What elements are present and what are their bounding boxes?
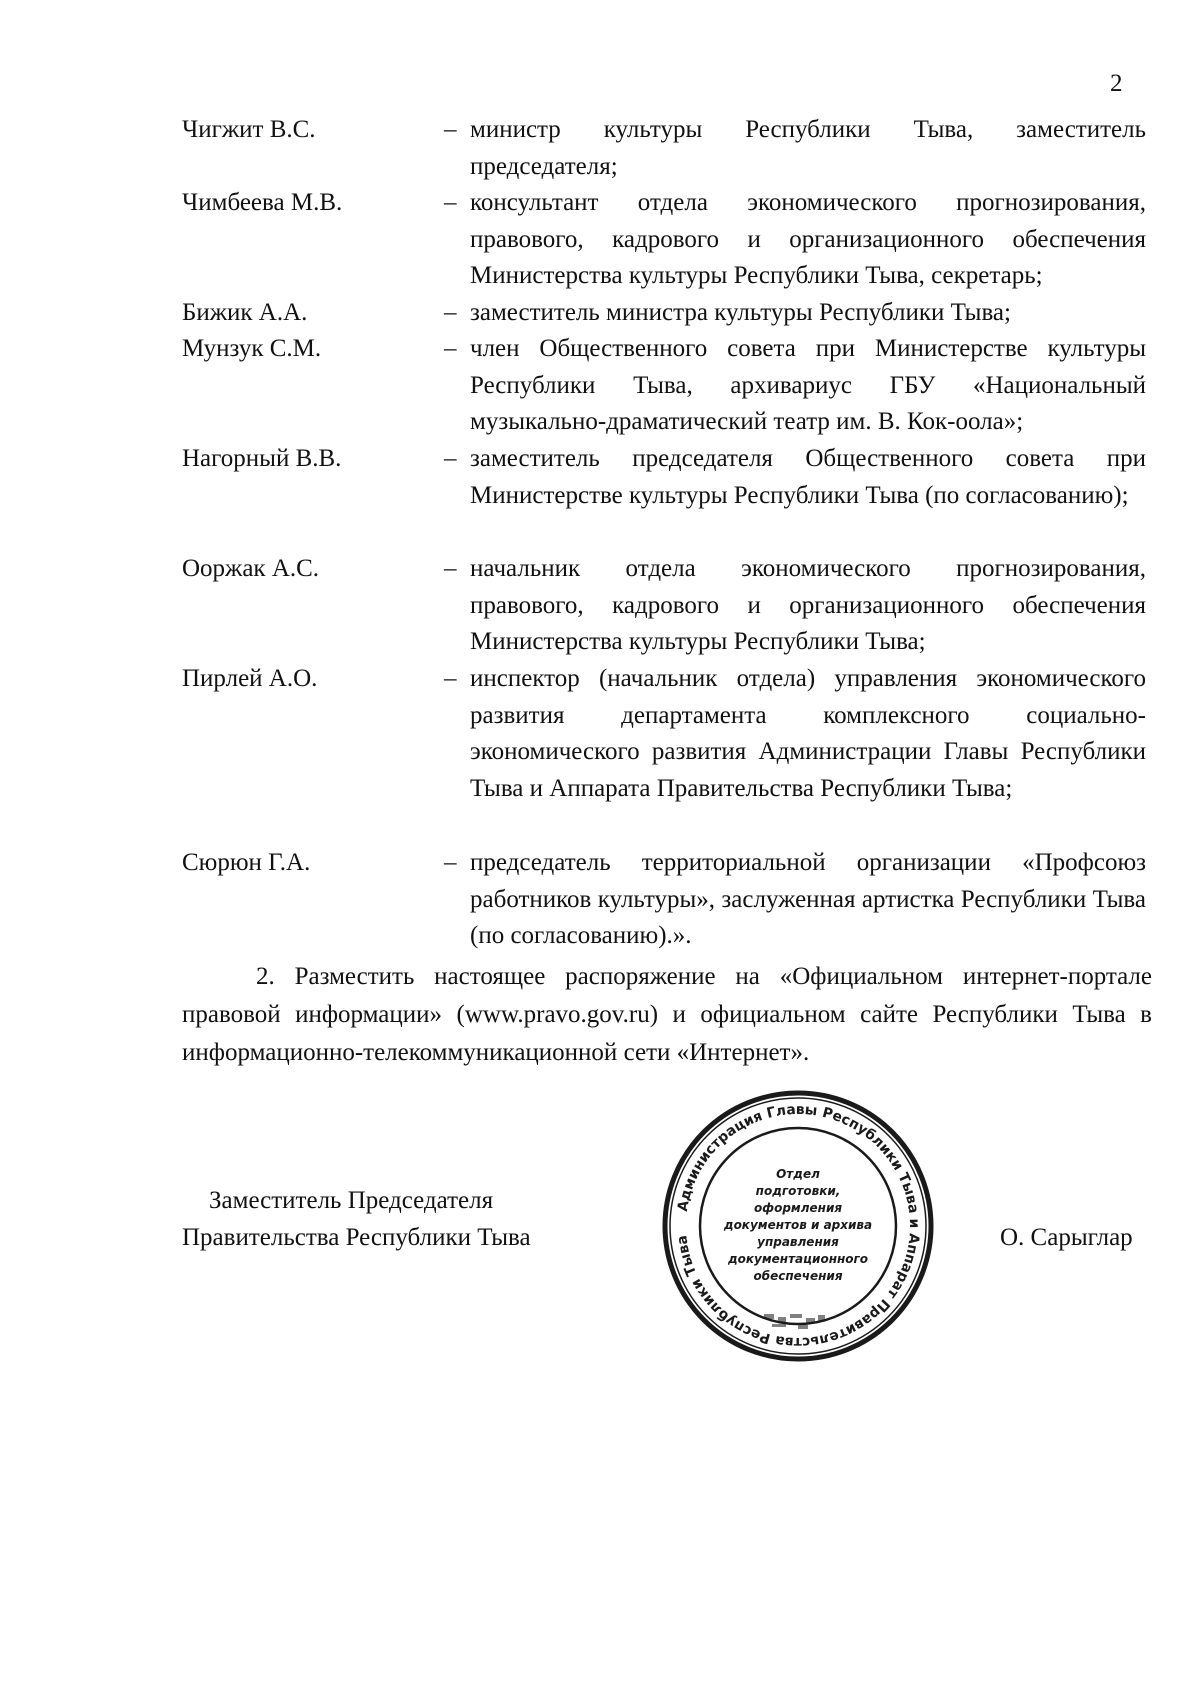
member-dash: – <box>444 849 457 876</box>
seal-center-line: документов и архива <box>723 1218 873 1232</box>
seal-ring-text-path: Администрация Главы Республики Тыва и Аппарат Правительства Республики Тыва <box>674 1101 923 1351</box>
seal-center-line: документационного <box>727 1252 869 1266</box>
member-dash: – <box>444 189 457 216</box>
member-name: Мунзук С.М. <box>182 335 322 362</box>
member-name: Чигжит В.С. <box>182 116 316 143</box>
member-name: Сюрюн Г.А. <box>182 849 311 876</box>
seal-center-line: оформления <box>753 1201 843 1215</box>
member-name: Бижик А.А. <box>182 299 308 326</box>
member-role: министр культуры Республики Тыва, заместитель председателя; <box>470 116 1146 180</box>
member-dash: – <box>444 116 457 143</box>
official-seal <box>660 1088 936 1364</box>
member-dash: – <box>444 665 457 692</box>
page-number: 2 <box>1110 70 1123 97</box>
member-role: заместитель министра культуры Республики Тыва; <box>470 299 1011 326</box>
signer-title-line-1: Заместитель Председателя <box>209 1187 494 1214</box>
member-name: Чимбеева М.В. <box>182 189 343 216</box>
member-role: консультант отдела экономического прогнозирования, правового, кадрового и организационного обеспечения Министерства культуры Республики Тыва, секретарь; <box>470 189 1146 289</box>
member-role: председатель территориальной организации «Профсоюз работников культуры», заслуженная артистка Республики Тыва (по согласованию).». <box>470 849 1146 949</box>
member-dash: – <box>444 335 457 362</box>
seal-center-line: подготовки, <box>755 1184 841 1198</box>
member-role: начальник отдела экономического прогнозирования, правового, кадрового и организационного обеспечения Министерства культуры Республики Тыва; <box>470 555 1146 655</box>
seal-center-line: обеспечения <box>753 1269 843 1283</box>
member-dash: – <box>444 299 457 326</box>
member-dash: – <box>444 445 457 472</box>
member-name: Пирлей А.О. <box>182 665 318 692</box>
seal-center-line: управления <box>757 1235 839 1249</box>
member-name: Ооржак А.С. <box>182 555 320 582</box>
signer-title <box>182 1182 602 1256</box>
publication-paragraph: 2. Разместить настоящее распоряжение на «Официальном интернет-портале правовой информации» (www.pravo.gov.ru) и официальном сайте Республики Тыва в информационно-телекоммуникационной сети «Интернет». <box>182 963 1152 1066</box>
member-name: Нагорный В.В. <box>182 445 342 472</box>
signer-name: О. Сарыглар <box>1000 1224 1133 1251</box>
signer-title-line-2: Правительства Республики Тыва <box>182 1224 531 1251</box>
member-role: инспектор (начальник отдела) управления экономического развития департамента комплексного социально-экономического развития Администрации Главы Республики Тыва и Аппарата Правительства Республики Тыва; <box>470 665 1146 802</box>
seal-center-line: Отдел <box>776 1167 820 1181</box>
member-role: заместитель председателя Общественного совета при Министерстве культуры Республики Тыва (по согласованию); <box>470 445 1146 509</box>
member-dash: – <box>444 555 457 582</box>
member-role: член Общественного совета при Министерстве культуры Республики Тыва, архивариус ГБУ «Национальный музыкально-драматический театр им. В. Кок-оола»; <box>470 335 1146 435</box>
